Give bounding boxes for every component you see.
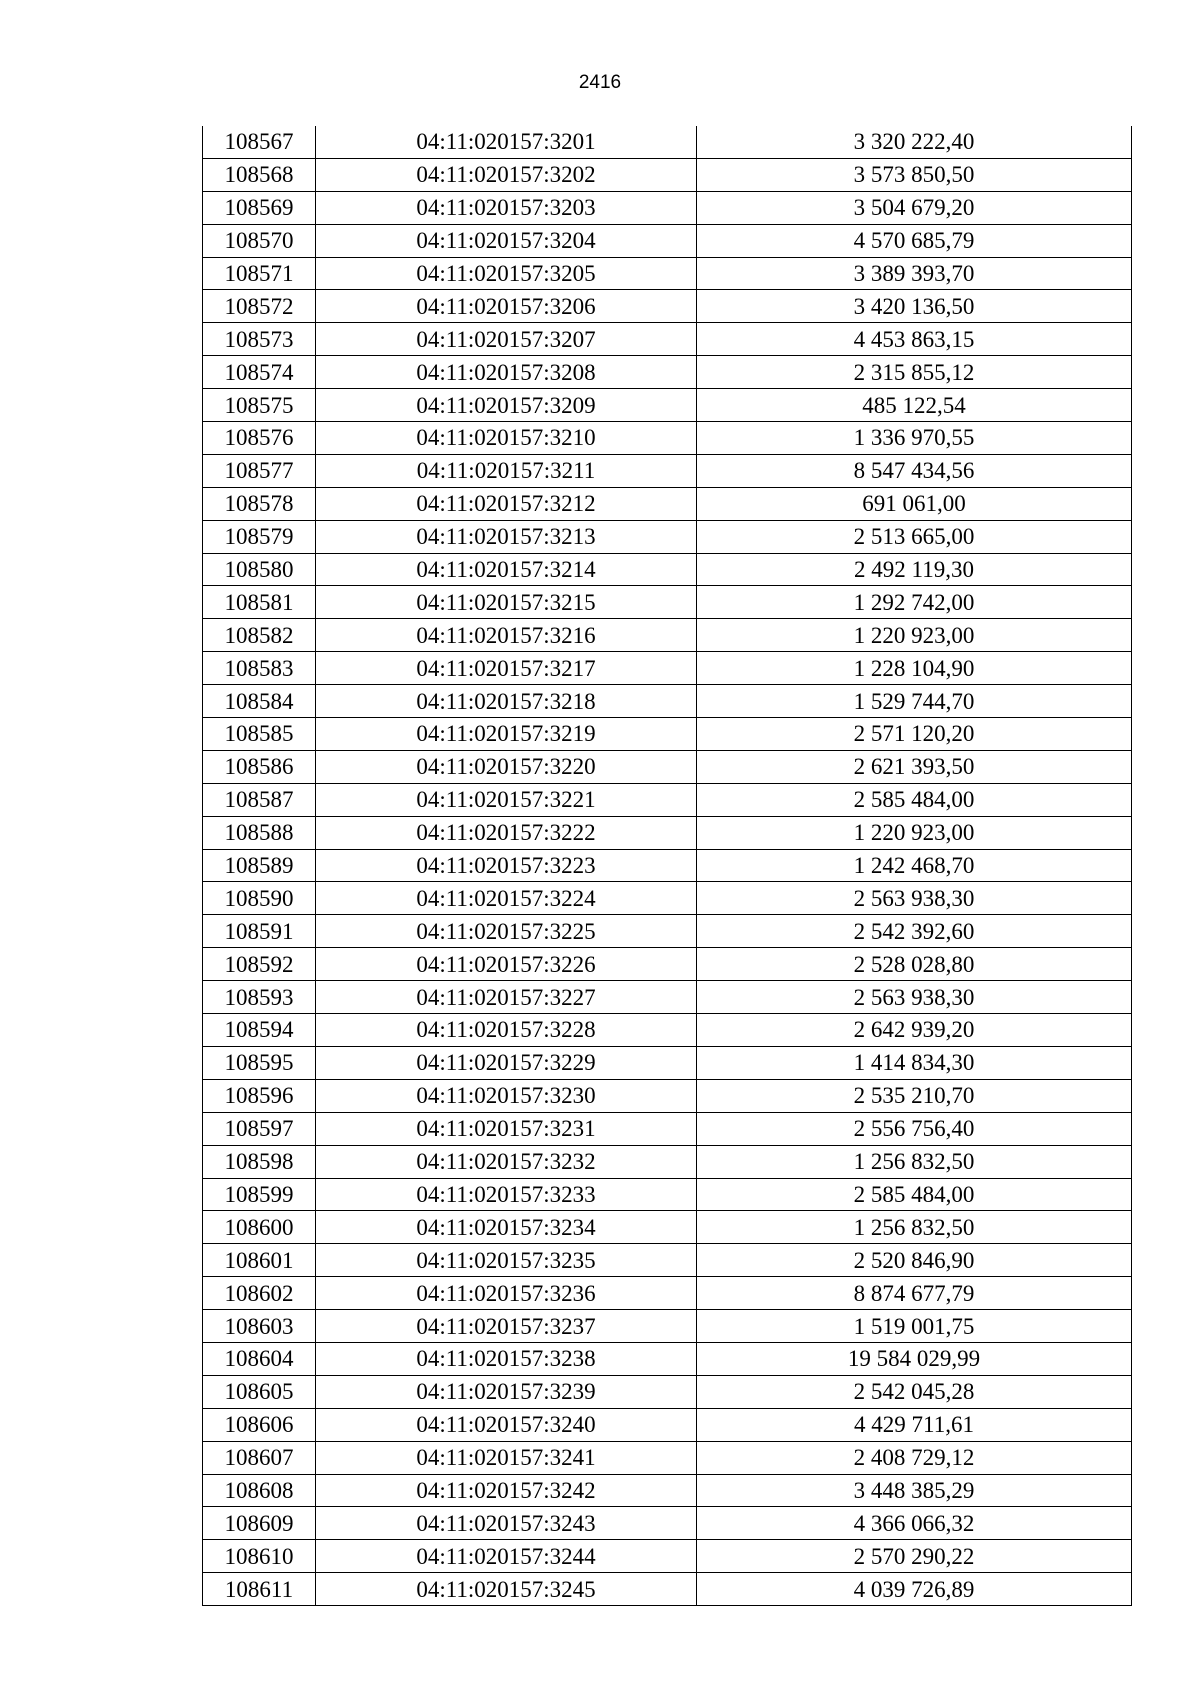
cadastral-number: 04:11:020157:3234	[316, 1211, 697, 1244]
table-row	[203, 1178, 1132, 1211]
table-row	[203, 750, 1132, 783]
table-row	[203, 1310, 1132, 1343]
row-number: 108593	[203, 981, 316, 1014]
table-row	[203, 685, 1132, 718]
table-row	[203, 422, 1132, 455]
table-row	[203, 1342, 1132, 1375]
table-row	[203, 1375, 1132, 1408]
cadastral-number: 04:11:020157:3236	[316, 1277, 697, 1310]
row-number: 108591	[203, 915, 316, 948]
cadastral-number: 04:11:020157:3227	[316, 981, 697, 1014]
table-row	[203, 520, 1132, 553]
cadastral-number: 04:11:020157:3214	[316, 553, 697, 586]
table-row	[203, 1244, 1132, 1277]
cadastral-value: 2 513 665,00	[697, 520, 1132, 553]
row-number: 108571	[203, 257, 316, 290]
row-number: 108569	[203, 191, 316, 224]
cadastral-number: 04:11:020157:3239	[316, 1375, 697, 1408]
row-number: 108609	[203, 1507, 316, 1540]
table-row	[203, 1145, 1132, 1178]
cadastral-value: 3 448 385,29	[697, 1474, 1132, 1507]
table-row	[203, 619, 1132, 652]
row-number: 108577	[203, 454, 316, 487]
table-row	[203, 1014, 1132, 1047]
row-number: 108600	[203, 1211, 316, 1244]
row-number: 108582	[203, 619, 316, 652]
table-row	[203, 323, 1132, 356]
cadastral-number: 04:11:020157:3221	[316, 783, 697, 816]
table-row	[203, 1112, 1132, 1145]
row-number: 108602	[203, 1277, 316, 1310]
cadastral-number: 04:11:020157:3245	[316, 1573, 697, 1606]
table-row	[203, 389, 1132, 422]
cadastral-value: 1 414 834,30	[697, 1046, 1132, 1079]
cadastral-number: 04:11:020157:3220	[316, 750, 697, 783]
cadastral-number: 04:11:020157:3231	[316, 1112, 697, 1145]
cadastral-number: 04:11:020157:3226	[316, 948, 697, 981]
cadastral-number: 04:11:020157:3224	[316, 882, 697, 915]
row-number: 108611	[203, 1573, 316, 1606]
cadastral-number: 04:11:020157:3209	[316, 389, 697, 422]
cadastral-number: 04:11:020157:3216	[316, 619, 697, 652]
cadastral-value: 1 220 923,00	[697, 816, 1132, 849]
table-row	[203, 487, 1132, 520]
cadastral-value: 2 520 846,90	[697, 1244, 1132, 1277]
row-number: 108606	[203, 1408, 316, 1441]
cadastral-number: 04:11:020157:3219	[316, 718, 697, 751]
cadastral-value: 2 563 938,30	[697, 882, 1132, 915]
cadastral-value: 4 570 685,79	[697, 224, 1132, 257]
cadastral-number: 04:11:020157:3244	[316, 1540, 697, 1573]
cadastral-number: 04:11:020157:3238	[316, 1342, 697, 1375]
row-number: 108574	[203, 356, 316, 389]
cadastral-value-table	[202, 126, 1132, 1606]
row-number: 108607	[203, 1441, 316, 1474]
cadastral-number: 04:11:020157:3203	[316, 191, 697, 224]
cadastral-value: 1 529 744,70	[697, 685, 1132, 718]
row-number: 108575	[203, 389, 316, 422]
cadastral-value: 4 453 863,15	[697, 323, 1132, 356]
cadastral-number: 04:11:020157:3240	[316, 1408, 697, 1441]
table-row	[203, 224, 1132, 257]
table-row	[203, 1046, 1132, 1079]
cadastral-value: 2 570 290,22	[697, 1540, 1132, 1573]
cadastral-number: 04:11:020157:3201	[316, 126, 697, 158]
row-number: 108580	[203, 553, 316, 586]
cadastral-value: 3 504 679,20	[697, 191, 1132, 224]
cadastral-number: 04:11:020157:3212	[316, 487, 697, 520]
table-row	[203, 915, 1132, 948]
table-row	[203, 849, 1132, 882]
cadastral-value: 2 528 028,80	[697, 948, 1132, 981]
cadastral-number: 04:11:020157:3235	[316, 1244, 697, 1277]
row-number: 108601	[203, 1244, 316, 1277]
table-row	[203, 882, 1132, 915]
table-row	[203, 981, 1132, 1014]
cadastral-value: 3 389 393,70	[697, 257, 1132, 290]
cadastral-value: 2 621 393,50	[697, 750, 1132, 783]
cadastral-value: 2 556 756,40	[697, 1112, 1132, 1145]
cadastral-value: 3 320 222,40	[697, 126, 1132, 158]
table-body	[203, 126, 1132, 1606]
cadastral-number: 04:11:020157:3204	[316, 224, 697, 257]
table-row	[203, 1507, 1132, 1540]
cadastral-number: 04:11:020157:3211	[316, 454, 697, 487]
cadastral-number: 04:11:020157:3205	[316, 257, 697, 290]
cadastral-value: 2 642 939,20	[697, 1014, 1132, 1047]
row-number: 108603	[203, 1310, 316, 1343]
row-number: 108578	[203, 487, 316, 520]
cadastral-value: 1 256 832,50	[697, 1211, 1132, 1244]
row-number: 108581	[203, 586, 316, 619]
cadastral-value: 2 585 484,00	[697, 1178, 1132, 1211]
cadastral-number: 04:11:020157:3241	[316, 1441, 697, 1474]
table-row	[203, 816, 1132, 849]
row-number: 108583	[203, 652, 316, 685]
cadastral-number: 04:11:020157:3208	[316, 356, 697, 389]
cadastral-value: 691 061,00	[697, 487, 1132, 520]
cadastral-value: 1 242 468,70	[697, 849, 1132, 882]
row-number: 108597	[203, 1112, 316, 1145]
cadastral-number: 04:11:020157:3237	[316, 1310, 697, 1343]
cadastral-value: 19 584 029,99	[697, 1342, 1132, 1375]
row-number: 108576	[203, 422, 316, 455]
table-row	[203, 1277, 1132, 1310]
table-row	[203, 1211, 1132, 1244]
row-number: 108610	[203, 1540, 316, 1573]
cadastral-number: 04:11:020157:3232	[316, 1145, 697, 1178]
table-row	[203, 1540, 1132, 1573]
row-number: 108599	[203, 1178, 316, 1211]
row-number: 108568	[203, 158, 316, 191]
cadastral-number: 04:11:020157:3207	[316, 323, 697, 356]
cadastral-number: 04:11:020157:3225	[316, 915, 697, 948]
row-number: 108604	[203, 1342, 316, 1375]
cadastral-value: 4 366 066,32	[697, 1507, 1132, 1540]
row-number: 108570	[203, 224, 316, 257]
cadastral-value: 8 874 677,79	[697, 1277, 1132, 1310]
cadastral-value: 1 228 104,90	[697, 652, 1132, 685]
row-number: 108589	[203, 849, 316, 882]
row-number: 108584	[203, 685, 316, 718]
row-number: 108573	[203, 323, 316, 356]
cadastral-value: 2 542 392,60	[697, 915, 1132, 948]
cadastral-value: 1 256 832,50	[697, 1145, 1132, 1178]
row-number: 108579	[203, 520, 316, 553]
cadastral-number: 04:11:020157:3215	[316, 586, 697, 619]
row-number: 108596	[203, 1079, 316, 1112]
cadastral-value: 2 542 045,28	[697, 1375, 1132, 1408]
cadastral-number: 04:11:020157:3229	[316, 1046, 697, 1079]
cadastral-number: 04:11:020157:3223	[316, 849, 697, 882]
cadastral-value: 3 420 136,50	[697, 290, 1132, 323]
cadastral-value: 1 519 001,75	[697, 1310, 1132, 1343]
table-row	[203, 1408, 1132, 1441]
cadastral-value: 2 535 210,70	[697, 1079, 1132, 1112]
table-row	[203, 158, 1132, 191]
cadastral-number: 04:11:020157:3202	[316, 158, 697, 191]
cadastral-value: 2 492 119,30	[697, 553, 1132, 586]
row-number: 108594	[203, 1014, 316, 1047]
cadastral-value: 2 585 484,00	[697, 783, 1132, 816]
row-number: 108598	[203, 1145, 316, 1178]
table-row	[203, 783, 1132, 816]
table-row	[203, 652, 1132, 685]
table-row	[203, 1573, 1132, 1606]
table-row	[203, 290, 1132, 323]
table-row	[203, 718, 1132, 751]
table-row	[203, 257, 1132, 290]
cadastral-number: 04:11:020157:3218	[316, 685, 697, 718]
row-number: 108585	[203, 718, 316, 751]
cadastral-value: 8 547 434,56	[697, 454, 1132, 487]
cadastral-number: 04:11:020157:3228	[316, 1014, 697, 1047]
table-row	[203, 553, 1132, 586]
cadastral-value: 2 315 855,12	[697, 356, 1132, 389]
cadastral-value: 4 039 726,89	[697, 1573, 1132, 1606]
row-number: 108605	[203, 1375, 316, 1408]
table-row	[203, 586, 1132, 619]
cadastral-value: 1 292 742,00	[697, 586, 1132, 619]
cadastral-number: 04:11:020157:3243	[316, 1507, 697, 1540]
cadastral-value: 2 408 729,12	[697, 1441, 1132, 1474]
page-number: 2416	[578, 72, 622, 93]
table-row	[203, 948, 1132, 981]
cadastral-value: 1 220 923,00	[697, 619, 1132, 652]
row-number: 108588	[203, 816, 316, 849]
cadastral-value: 4 429 711,61	[697, 1408, 1132, 1441]
row-number: 108595	[203, 1046, 316, 1079]
cadastral-number: 04:11:020157:3210	[316, 422, 697, 455]
table-row	[203, 1441, 1132, 1474]
table-row	[203, 1474, 1132, 1507]
cadastral-number: 04:11:020157:3217	[316, 652, 697, 685]
cadastral-value: 485 122,54	[697, 389, 1132, 422]
cadastral-value: 2 571 120,20	[697, 718, 1132, 751]
table-row	[203, 126, 1132, 158]
cadastral-number: 04:11:020157:3213	[316, 520, 697, 553]
row-number: 108608	[203, 1474, 316, 1507]
row-number: 108586	[203, 750, 316, 783]
cadastral-number: 04:11:020157:3206	[316, 290, 697, 323]
cadastral-value: 2 563 938,30	[697, 981, 1132, 1014]
table-row	[203, 356, 1132, 389]
cadastral-number: 04:11:020157:3222	[316, 816, 697, 849]
table-row	[203, 191, 1132, 224]
table-row	[203, 454, 1132, 487]
table-row	[203, 1079, 1132, 1112]
cadastral-value: 3 573 850,50	[697, 158, 1132, 191]
cadastral-number: 04:11:020157:3233	[316, 1178, 697, 1211]
cadastral-number: 04:11:020157:3230	[316, 1079, 697, 1112]
row-number: 108567	[203, 126, 316, 158]
row-number: 108592	[203, 948, 316, 981]
cadastral-number: 04:11:020157:3242	[316, 1474, 697, 1507]
cadastral-value: 1 336 970,55	[697, 422, 1132, 455]
row-number: 108572	[203, 290, 316, 323]
row-number: 108587	[203, 783, 316, 816]
row-number: 108590	[203, 882, 316, 915]
